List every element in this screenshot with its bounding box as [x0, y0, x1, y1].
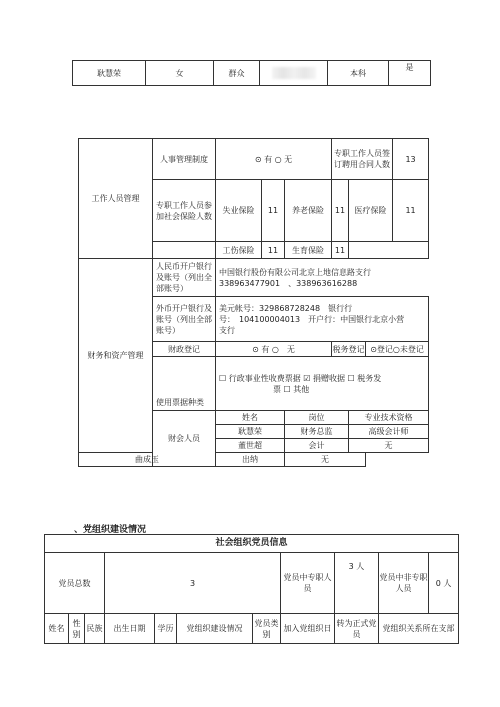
- contract-count-label: 专职工作人员签订聘用合同人数: [332, 139, 393, 180]
- party-header-org-building: 党组织建设情况: [177, 614, 253, 644]
- party-header-gender: 性别: [69, 614, 85, 644]
- acc-qualification: 无: [349, 439, 429, 453]
- pension-insurance-value: 11: [332, 180, 349, 242]
- tax-registration-value: ⊙登记○未登记: [366, 342, 429, 357]
- party-members-table: [44, 534, 459, 644]
- acc-header-name: 姓名: [216, 411, 285, 425]
- acc-position: 财务总监: [285, 425, 349, 439]
- member-political-status: 群众: [214, 61, 260, 86]
- acc-name: 董世超: [216, 439, 285, 453]
- hr-system-value: ⊙ 有 ○ 无: [216, 139, 332, 180]
- fx-account-value: [216, 297, 429, 342]
- rmb-account-line-2: 338963477901 、338963616288: [219, 278, 358, 288]
- staff-finance-table: [78, 138, 429, 467]
- insured-staff-label: 专职工作人员参加社会保险人数: [153, 180, 216, 242]
- fiscal-registration-value: ⊙ 有 ○ 无: [216, 342, 332, 357]
- party-total-label: 党员总数: [45, 553, 105, 614]
- medical-insurance-value: 11: [393, 180, 429, 242]
- finance-section-label: 财务和资产管理: [79, 259, 153, 453]
- fx-account-line-1: 美元帐号：329868728248 银行行: [219, 303, 353, 313]
- party-nonfulltime-value: 0 人: [429, 553, 459, 614]
- party-header-education: 学历: [155, 614, 177, 644]
- unemployment-insurance-value: 11: [262, 180, 285, 242]
- fiscal-registration-label: 财政登记: [153, 342, 216, 357]
- party-nonfulltime-label: 党员中非专职人员: [379, 553, 429, 614]
- tax-registration-label: 税务登记: [332, 342, 366, 357]
- party-header-name: 姓名: [45, 614, 69, 644]
- invoice-type-value: [216, 357, 429, 411]
- acc-qualification: 无: [285, 453, 366, 467]
- medical-insurance-label: 医疗保险: [349, 180, 393, 242]
- member-gender: 女: [146, 61, 214, 86]
- member-education: 本科: [328, 61, 389, 86]
- fx-account-line-2: 号： 104100004013 开户行：中国银行北京小营: [219, 314, 405, 324]
- invoice-type-line-2: 票 ☐ 其他: [273, 384, 310, 394]
- invoice-type-line-1: ☐ 行政事业性收费票据 ☑ 捐赠收据 ☐ 税务发: [219, 373, 382, 383]
- party-table-title: 社会组织党员信息: [45, 535, 459, 553]
- pension-insurance-label: 养老保险: [285, 180, 332, 242]
- empty-cell: [349, 242, 429, 259]
- fx-account-label: 外币开户银行及账号（列出全部账号）: [153, 297, 216, 342]
- acc-name: 耿慧荣: [216, 425, 285, 439]
- rmb-account-line-1: 中国银行股份有限公司北京上地信息路支行: [219, 267, 371, 277]
- maternity-insurance-value: 11: [332, 242, 349, 259]
- empty-cell: [153, 242, 216, 259]
- member-name: 耿慧荣: [73, 61, 146, 86]
- party-header-birthdate: 出生日期: [105, 614, 155, 644]
- table-row: [79, 453, 429, 467]
- unemployment-insurance-label: 失业保险: [216, 180, 262, 242]
- acc-qualification: 高级会计师: [349, 425, 429, 439]
- party-fulltime-value: 3 人: [335, 553, 379, 614]
- party-header-join-date: 加入党组织日: [281, 614, 335, 644]
- rmb-account-label: 人民币开户银行及账号（列出全部账号）: [153, 259, 216, 297]
- party-header-ethnicity: 民族: [85, 614, 105, 644]
- injury-insurance-label: 工伤保险: [216, 242, 262, 259]
- acc-position: 会计: [285, 439, 349, 453]
- contract-count-value: 13: [393, 139, 429, 180]
- top-member-row-table: [72, 60, 431, 86]
- acc-name: 曲成玉: [79, 453, 216, 467]
- party-section-heading: 、党组织建设情况: [74, 525, 147, 535]
- redacted-cell: [260, 61, 328, 86]
- maternity-insurance-label: 生育保险: [285, 242, 332, 259]
- member-extra: 是: [389, 61, 431, 86]
- party-fulltime-label: 党员中专职人员: [281, 553, 335, 614]
- hr-system-label: 人事管理制度: [153, 139, 216, 180]
- acc-header-qualification: 专业技术资格: [349, 411, 429, 425]
- acc-position: 出纳: [216, 453, 285, 467]
- party-total-value: 3: [105, 553, 281, 614]
- party-header-branch: 党组织关系所在支部: [379, 614, 459, 644]
- accountants-label: 财会人员: [153, 411, 216, 467]
- rmb-account-value: [216, 259, 429, 297]
- injury-insurance-value: 11: [262, 242, 285, 259]
- redaction-blur: [272, 67, 316, 79]
- staff-section-label: 工作人员管理: [79, 139, 153, 259]
- fx-account-line-3: 支行: [219, 325, 235, 335]
- acc-header-position: 岗位: [285, 411, 349, 425]
- party-header-member-type: 党员类别: [253, 614, 281, 644]
- invoice-type-label: 使用票据种类: [153, 357, 216, 411]
- party-header-formal-member: 转为正式党员: [335, 614, 379, 644]
